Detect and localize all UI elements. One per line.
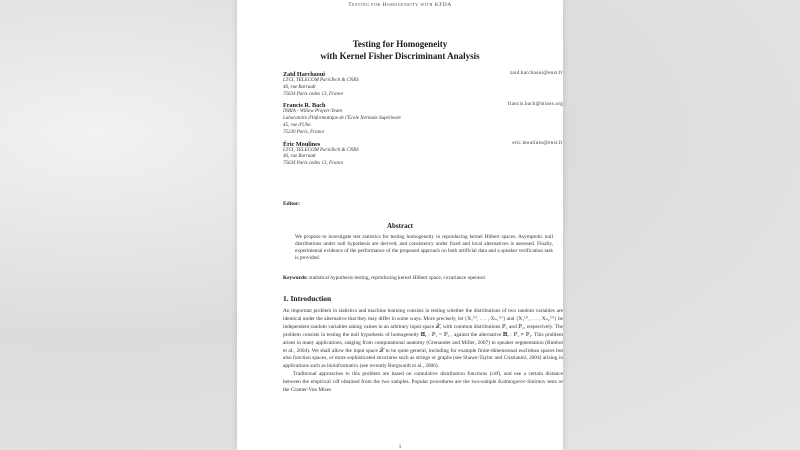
affiliation-line: LTCI, TELECOM ParisTech & CNRS xyxy=(283,147,359,153)
author-name: Francis R. Bach xyxy=(283,102,326,110)
affiliation-line: 75634 Paris cedex 13, France xyxy=(283,161,344,167)
keywords-label: Keywords: xyxy=(283,275,308,281)
paragraph: Traditional approaches to this problem are based on cumulative distribution functions (cdf), and use a certain distance between the empirical cdf obtained from the two samples. Popular procedures are the two-sample Kolmogorov-Smirnov tests or the Cramer-Von Mises xyxy=(283,371,563,394)
abstract-heading: Abstract xyxy=(386,222,414,230)
title-line-2: with Kernel Fisher Discriminant Analysis xyxy=(320,51,480,61)
editor-label: Editor: xyxy=(283,201,301,207)
author-name: Éric Moulines xyxy=(283,140,321,148)
affiliation-line: 75230 Paris, France xyxy=(283,129,325,135)
author-1 xyxy=(283,71,563,98)
author-3 xyxy=(283,141,563,168)
section-heading-introduction: 1. Introduction xyxy=(283,294,332,303)
page-number: 1 xyxy=(398,445,402,450)
affiliation-line: 46, rue Barrault xyxy=(283,84,316,90)
author-name: Zaïd Harchaoui xyxy=(283,71,326,78)
author-email[interactable]: zaid.harchaoui@enst.fr xyxy=(509,71,563,76)
author-block xyxy=(283,71,563,172)
affiliation-line: Laboratoire d'Informatique de l'École Normale Supérieure xyxy=(283,116,401,122)
paper-page xyxy=(237,0,563,450)
affiliation-line: 46, rue Barrault xyxy=(283,154,316,160)
affiliation-line: INRIA - Willow Project-Team xyxy=(283,109,342,115)
paragraph: An important problem in statistics and machine learning consists in testing whether the distributions of two random variables are identical under the alternative that they may differ in some ways. More precisely, let {X₁⁽¹⁾, . . . , Xₙ₁⁽¹⁾} and {X₁⁽²⁾, . . . , Xₙ₂⁽²⁾} be independent random variables taking values in an arbitrary input space 𝒳, with common distributions ℙ₁ and ℙ₂, respectively. The problem consists in testing the null hypothesis of homogeneity 𝐇₀ : ℙ₁ = ℙ₂ , against the alternative 𝐇ₐ : ℙ₁ ≠ ℙ₂. This problem arises in many applications, ranging from computational anatomy (Grenander and Miller, 2007) to speaker segmentation (Bimbot et al., 2004). We shall allow the input space 𝒳 to be quite general, including for example finite-dimensional euclidean spaces but also function spaces, or more sophisticated structures such as strings or graphs (see Shawe-Taylor and Cristianini, 2004) arising in applications such as bioinformatics (see recently Borgwardt et al., 2006). xyxy=(283,308,563,370)
affiliation-line: 45, rue d'Ulm xyxy=(283,122,311,128)
keywords xyxy=(283,275,563,281)
paper-title xyxy=(237,38,563,62)
author-2 xyxy=(283,102,563,136)
running-head: Testing for Homogeneity with KFDA xyxy=(348,2,452,8)
affiliation-line: LTCI, TELECOM ParisTech & CNRS xyxy=(283,78,359,83)
affiliation-line: 75634 Paris cedex 13, France xyxy=(283,91,344,97)
author-email[interactable]: eric.moulines@enst.fr xyxy=(512,140,563,146)
keywords-text: statistical hypothesis testing, reproducing kernel Hilbert space, covariance operator xyxy=(309,275,486,281)
author-email[interactable]: francis.bach@mines.org xyxy=(507,102,563,108)
abstract-text: We propose to investigate test statistics for testing homogeneity in reproducing kernel Hilbert spaces. Asymptotic null distributions under null hypothesis are derived, and consistency under fixed and local alternatives is assessed. Finally, experimental evidence of the performance of the proposed approach on both artificial data and a speaker verification task is provided. xyxy=(295,234,553,261)
title-line-1: Testing for Homogeneity xyxy=(352,39,448,49)
introduction-body xyxy=(283,308,563,395)
